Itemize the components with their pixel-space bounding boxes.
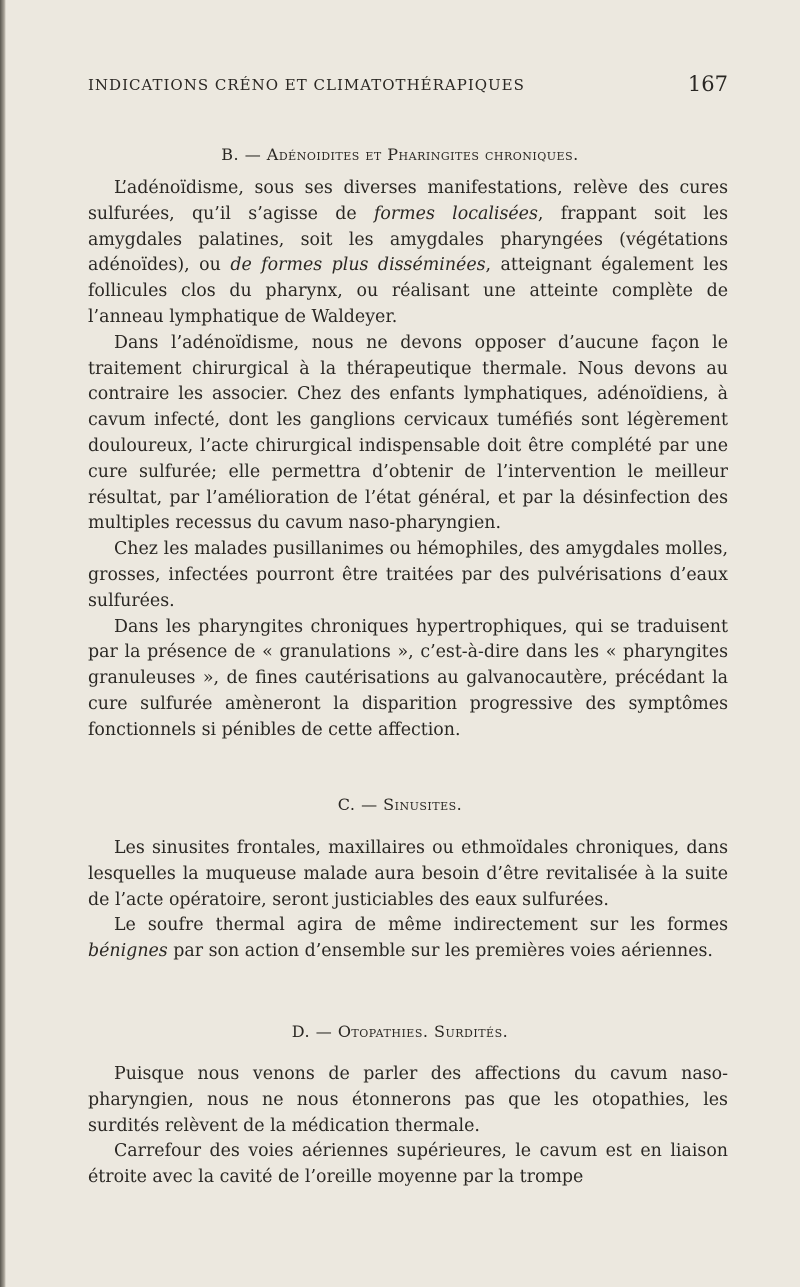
paragraph: Dans l’adénoïdisme, nous ne devons opposer d’aucune façon le traitement chirurgical à la thérapeutique thermale. Nous devons au contraire les associer. Chez des enfants lymphatiques, adénoïdiens, à cavum infecté, dont les ganglions cervicaux tuméfiés sont légèrement douloureux, l’acte chirurgical indispensable doit être complété par une cure sulfurée; elle permettra d’obtenir de l’intervention le meilleur résultat, par l’amélioration de l’état général, et par la désinfection des multiples recessus du cavum naso-pharyngien. <box>88 332 728 534</box>
section-body-b <box>88 176 728 744</box>
paragraph: Les sinusites frontales, maxillaires ou ethmoïdales chroniques, dans lesquelles la muqueuse malade aura besoin d’être revitalisée à la suite de l’acte opératoire, seront justiciables des eaux sulfurées. <box>88 838 728 910</box>
section-heading-b: B. — Adénoidites et Pharingites chroniques. <box>221 145 579 164</box>
paragraph: L’adénoïdisme, sous ses diverses manifestations, relève des cures sulfurées, qu’il s’agisse de formes localisées, frappant soit les amygdales palatines, soit les amygdales pharyngées (végétations adénoïdes), ou de formes plus disséminées, atteignant également les follicules clos du pharynx, ou réalisant une atteinte complète de l’anneau lymphatique de Waldeyer. <box>88 178 728 327</box>
section-body-d <box>88 1062 728 1191</box>
section-heading-d: D. — Otopathies. Surdités. <box>291 1022 509 1041</box>
running-title: INDICATIONS CRÉNO ET CLIMATOTHÉRAPIQUES <box>88 76 525 94</box>
paragraph: Dans les pharyngites chroniques hypertrophiques, qui se traduisent par la présence de « granulations », c’est-à-dire dans les « pharyngites granuleuses », de fines cautérisations au galvanocautère, précédant la cure sulfurée amèneront la disparition progressive des symptômes fonctionnels si pénibles de cette affection. <box>88 616 728 740</box>
page-number: 167 <box>687 72 728 96</box>
book-binding-edge <box>0 0 6 1287</box>
section-heading-c: C. — Sinusites. <box>337 795 463 814</box>
paragraph: Le soufre thermal agira de même indirectement sur les formes bénignes par son action d’ensemble sur les premières voies aériennes. <box>88 915 728 962</box>
paragraph: Carrefour des voies aériennes supérieures, le cavum est en liaison étroite avec la cavité de l’oreille moyenne par la trompe <box>88 1141 728 1188</box>
paragraph: Puisque nous venons de parler des affections du cavum naso-pharyngien, nous ne nous étonnerons pas que les otopathies, les surdités relèvent de la médication thermale. <box>88 1064 728 1136</box>
section-body-c <box>88 836 728 965</box>
paragraph: Chez les malades pusillanimes ou hémophiles, des amygdales molles, grosses, infectées pourront être traitées par des pulvérisations d’eaux sulfurées. <box>88 539 728 611</box>
